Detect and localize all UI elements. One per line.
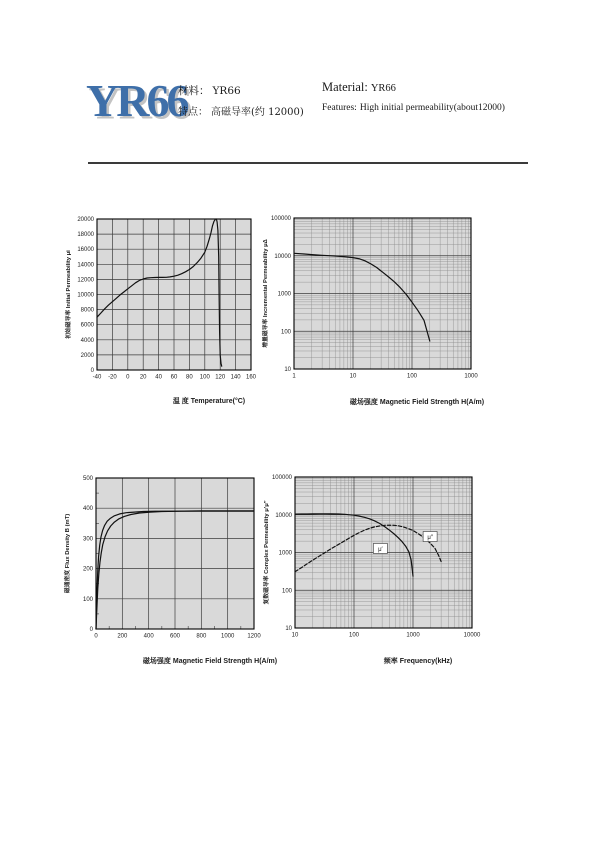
svg-text:200: 200 <box>82 566 93 573</box>
svg-text:100: 100 <box>406 373 418 380</box>
svg-text:10: 10 <box>349 373 357 380</box>
svg-text:100000: 100000 <box>270 216 291 222</box>
svg-text:100000: 100000 <box>271 475 292 481</box>
brand-logo: YR66 <box>86 75 187 126</box>
svg-text:μ′: μ′ <box>378 546 383 553</box>
svg-text:100: 100 <box>82 596 93 603</box>
chart-initial-permeability-vs-temperature <box>63 210 265 390</box>
svg-text:8000: 8000 <box>80 307 94 314</box>
svg-text:80: 80 <box>186 374 193 381</box>
svg-text:20: 20 <box>139 374 147 381</box>
svg-text:16000: 16000 <box>77 247 94 254</box>
svg-text:0: 0 <box>89 627 93 633</box>
material-label-cn: 材料： <box>178 85 210 97</box>
xaxis-title-field-strength-bottom: 磁场强度 Magnetic Field Strength H(A/m) <box>142 658 278 665</box>
svg-text:300: 300 <box>82 536 93 543</box>
svg-text:600: 600 <box>169 633 181 640</box>
svg-text:1000: 1000 <box>278 550 292 557</box>
material-row-en <box>322 80 396 95</box>
svg-text:增量磁导率 Incremental Permeability: 增量磁导率 Incremental Permeability μΔ <box>263 239 269 348</box>
svg-text:20000: 20000 <box>77 217 94 223</box>
features-row-en <box>322 103 505 113</box>
xaxis-title-temperature: 温 度 Temperature(°C) <box>172 398 246 405</box>
svg-text:1200: 1200 <box>247 633 261 640</box>
svg-text:10: 10 <box>291 632 299 639</box>
svg-text:初始磁导率 Initial Permeability μi: 初始磁导率 Initial Permeability μi <box>66 250 72 339</box>
svg-text:120: 120 <box>215 374 226 381</box>
svg-text:200: 200 <box>117 633 128 640</box>
svg-text:100: 100 <box>199 374 210 381</box>
svg-text:100: 100 <box>280 329 291 336</box>
features-label-cn: 特点： <box>178 107 208 118</box>
svg-text:14000: 14000 <box>77 262 94 269</box>
svg-text:10000: 10000 <box>274 253 291 260</box>
material-label-en: Material: <box>322 80 368 94</box>
chart-flux-density-vs-field-strength <box>62 469 268 649</box>
features-row-cn <box>178 103 304 118</box>
svg-text:100: 100 <box>281 588 292 595</box>
svg-text:800: 800 <box>196 633 207 640</box>
svg-text:μ″: μ″ <box>427 534 433 541</box>
svg-text:400: 400 <box>82 506 93 513</box>
svg-text:12000: 12000 <box>77 277 94 284</box>
svg-text:10000: 10000 <box>463 632 481 639</box>
svg-text:100: 100 <box>348 632 360 639</box>
svg-text:18000: 18000 <box>77 232 94 239</box>
svg-text:4000: 4000 <box>80 337 94 344</box>
xaxis-title-field-strength-top: 磁场强度 Magnetic Field Strength H(A/m) <box>349 399 485 406</box>
svg-text:1000: 1000 <box>220 633 235 640</box>
svg-text:400: 400 <box>143 633 154 640</box>
svg-text:1000: 1000 <box>464 373 478 380</box>
svg-text:1: 1 <box>292 373 296 380</box>
features-label-en: Features: <box>322 103 357 113</box>
svg-text:1000: 1000 <box>277 291 291 298</box>
svg-text:-20: -20 <box>108 374 117 381</box>
svg-text:复数磁导率 Complex Permeability μ′μ: 复数磁导率 Complex Permeability μ′μ″ <box>264 500 270 605</box>
svg-text:40: 40 <box>155 374 162 381</box>
svg-text:6000: 6000 <box>80 322 94 329</box>
svg-text:60: 60 <box>170 374 178 381</box>
material-value-cn: YR66 <box>212 85 241 97</box>
svg-text:-40: -40 <box>92 374 102 381</box>
chart-complex-permeability-vs-frequency <box>261 468 486 648</box>
svg-text:10000: 10000 <box>77 292 94 299</box>
svg-text:1000: 1000 <box>406 632 420 639</box>
chart-incremental-permeability-vs-field-strength <box>260 209 485 389</box>
svg-text:0: 0 <box>94 633 98 640</box>
svg-text:10: 10 <box>284 367 291 373</box>
material-value-en: YR66 <box>370 83 396 94</box>
svg-text:2000: 2000 <box>80 352 94 359</box>
features-value-en: High initial permeability(about12000) <box>359 103 505 113</box>
svg-text:磁通密度 Flux Density B (mT): 磁通密度 Flux Density B (mT) <box>65 513 71 594</box>
svg-text:0: 0 <box>126 374 130 381</box>
svg-text:10: 10 <box>285 626 292 632</box>
svg-text:140: 140 <box>230 374 241 381</box>
features-value-cn: 高磁导率(约 12000) <box>211 107 304 118</box>
svg-text:0: 0 <box>90 368 94 374</box>
svg-text:160: 160 <box>245 374 257 381</box>
svg-text:500: 500 <box>82 476 93 482</box>
material-row-cn <box>178 83 241 98</box>
svg-text:10000: 10000 <box>275 512 292 519</box>
xaxis-title-frequency: 频率 Frequency(kHz) <box>383 658 453 665</box>
divider-line <box>88 162 528 164</box>
